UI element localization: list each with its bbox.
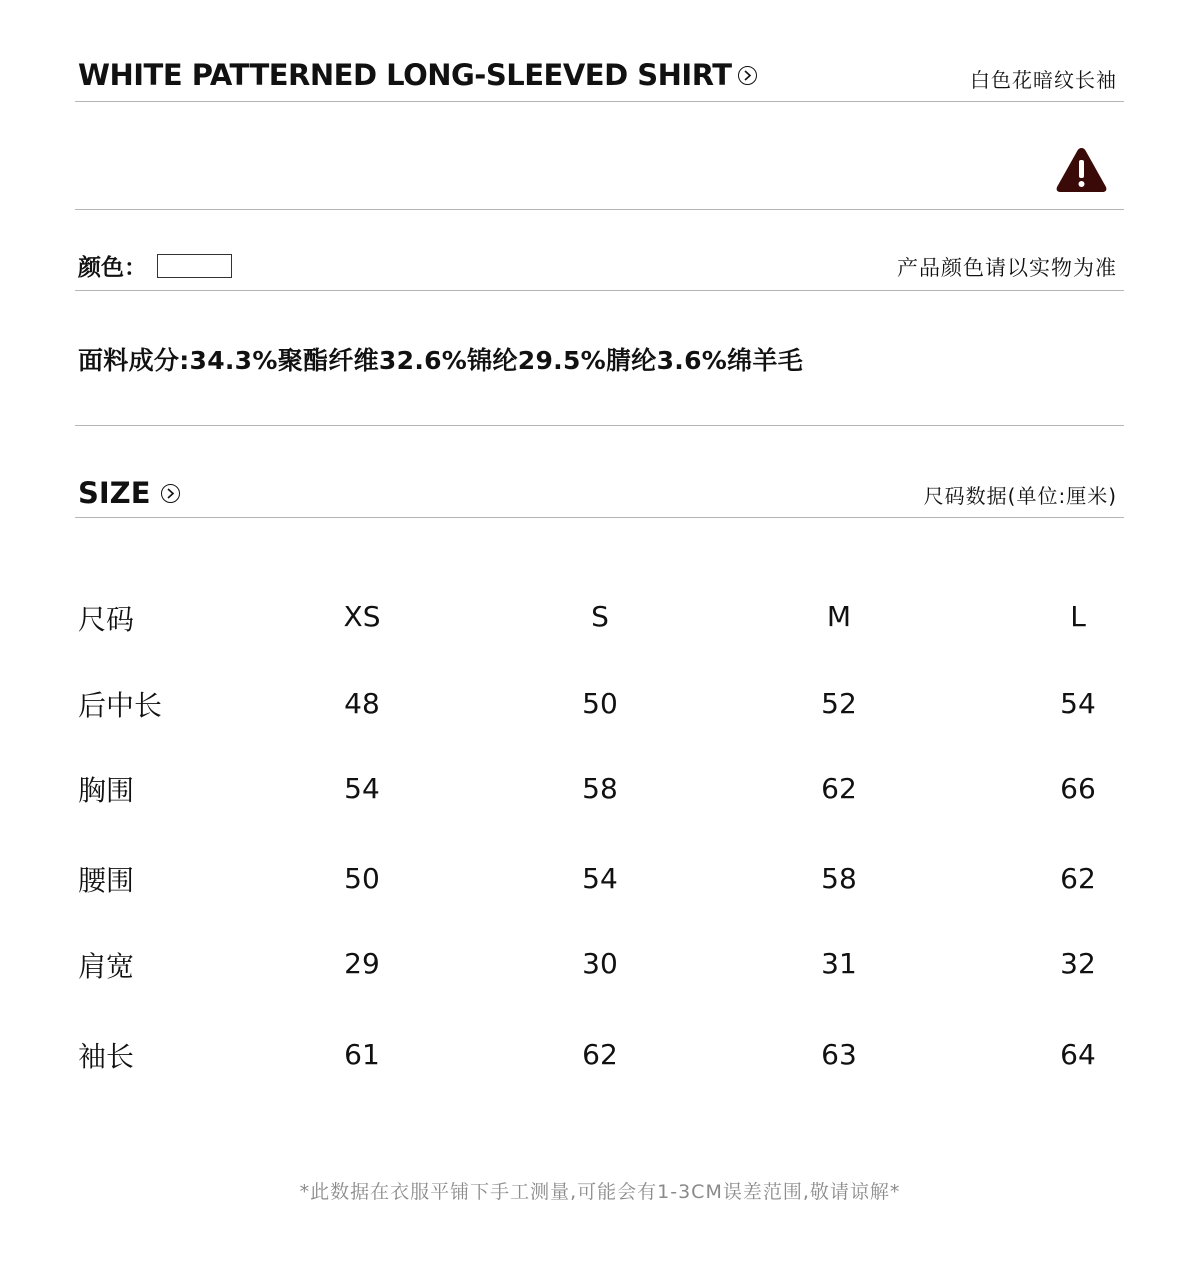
color-note: 产品颜色请以实物为准 — [897, 256, 1117, 280]
table-cell: 64 — [1060, 1038, 1096, 1071]
row-label: 腰围 — [78, 864, 135, 897]
row-label: 肩宽 — [78, 950, 135, 983]
table-cell: 58 — [821, 862, 857, 895]
warning-icon — [1055, 146, 1108, 194]
table-cell: 50 — [344, 862, 380, 895]
fabric-composition: 面料成分:34.3%聚酯纤维32.6%锦纶29.5%腈纶3.6%绵羊毛 — [78, 346, 804, 375]
table-cell: 58 — [582, 772, 618, 805]
row-label: 后中长 — [78, 689, 163, 722]
table-cell: 30 — [582, 947, 618, 980]
table-cell: 32 — [1060, 947, 1096, 980]
divider — [75, 425, 1124, 426]
table-cell: 54 — [582, 862, 618, 895]
table-cell: 50 — [582, 687, 618, 720]
table-cell: 31 — [821, 947, 857, 980]
divider — [75, 290, 1124, 291]
chevron-right-circle-icon[interactable] — [738, 66, 757, 85]
size-unit-note: 尺码数据(单位:厘米) — [923, 484, 1117, 508]
row-label: 袖长 — [78, 1040, 135, 1073]
measurement-disclaimer: *此数据在衣服平铺下手工测量,可能会有1-3CM误差范围,敬请谅解* — [299, 1181, 901, 1203]
table-cell: 54 — [344, 772, 380, 805]
color-label — [78, 249, 232, 282]
table-cell: 29 — [344, 947, 380, 980]
divider — [75, 101, 1124, 102]
size-header-xs: XS — [343, 600, 381, 633]
divider — [75, 209, 1124, 210]
color-swatch — [157, 254, 232, 278]
row-label: 胸围 — [78, 774, 135, 807]
table-cell: 62 — [1060, 862, 1096, 895]
product-title-text: WHITE PATTERNED LONG-SLEEVED SHIRT — [78, 58, 732, 92]
table-cell: 54 — [1060, 687, 1096, 720]
table-cell: 62 — [582, 1038, 618, 1071]
size-header-label: 尺码 — [78, 603, 135, 636]
table-cell: 63 — [821, 1038, 857, 1071]
color-label-text: 颜色： — [78, 255, 147, 281]
size-header-m: M — [826, 600, 852, 633]
divider — [75, 517, 1124, 518]
product-title-cn: 白色花暗纹长袖 — [970, 68, 1117, 92]
product-title — [78, 58, 757, 92]
size-header-l: L — [1070, 600, 1086, 633]
table-cell: 62 — [821, 772, 857, 805]
table-cell: 48 — [344, 687, 380, 720]
chevron-right-circle-icon[interactable] — [161, 484, 180, 503]
size-header-s: S — [591, 600, 609, 633]
size-section-title — [78, 476, 180, 510]
size-title-text: SIZE — [78, 476, 151, 510]
table-cell: 66 — [1060, 772, 1096, 805]
table-cell: 52 — [821, 687, 857, 720]
table-cell: 61 — [344, 1038, 380, 1071]
